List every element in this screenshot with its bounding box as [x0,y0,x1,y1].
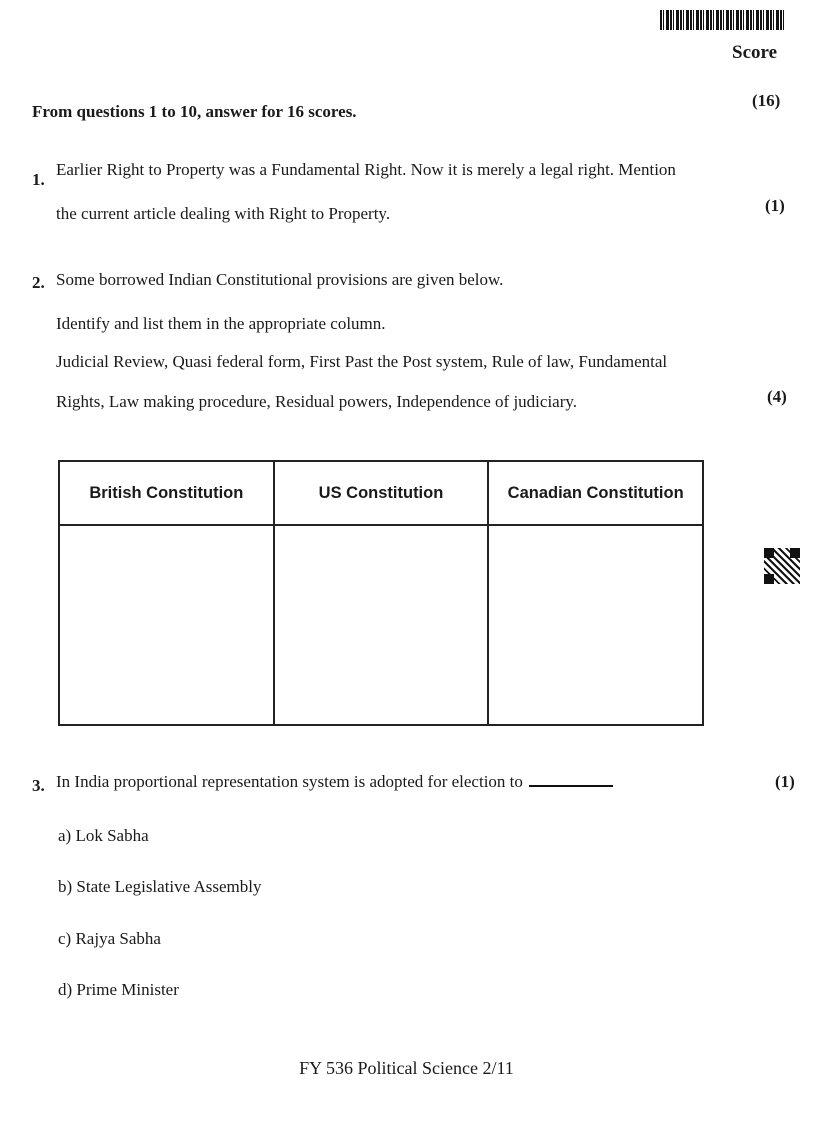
question-2-marks: (4) [767,387,787,406]
constitution-table [58,460,704,726]
option-a-text: Lok Sabha [75,826,149,845]
option-b-label: b) [58,877,73,896]
answer-cell-british[interactable] [59,525,274,725]
question-2-line1: Some borrowed Indian Constitutional provisions are given below. [56,270,504,289]
score-label: Score [732,42,778,63]
header-us: US Constitution [274,461,489,525]
question-3-text-line [56,772,613,792]
qr-code [764,548,800,584]
option-d [58,980,179,1000]
question-1-line1: Earlier Right to Property was a Fundamental Right. Now it is merely a legal right. Mention [56,160,676,179]
option-b [58,877,262,897]
question-2-line4: Rights, Law making procedure, Residual powers, Independence of judiciary. [56,392,578,411]
section-instruction: From questions 1 to 10, answer for 16 scores. [32,102,357,121]
option-d-label: d) [58,980,73,999]
question-2-line3: Judicial Review, Quasi federal form, First Past the Post system, Rule of law, Fundamental [56,352,668,371]
option-a [58,826,149,846]
table-answer-row [59,525,703,725]
question-3-marks: (1) [775,772,795,791]
question-1-number: 1. [32,170,45,189]
option-c-text: Rajya Sabha [75,929,161,948]
question-3-number: 3. [32,776,45,795]
answer-blank[interactable] [529,785,613,787]
section-total-score: (16) [752,91,781,110]
page-footer: FY 536 Political Science 2/11 [299,1058,514,1078]
option-c [58,929,161,949]
question-1-marks: (1) [765,196,785,215]
question-3-text: In India proportional representation system is adopted for election to [56,772,523,791]
header-canadian: Canadian Constitution [488,461,703,525]
header-british: British Constitution [59,461,274,525]
option-a-label: a) [58,826,72,845]
option-d-text: Prime Minister [76,980,179,999]
barcode [660,10,784,30]
question-1-line2: the current article dealing with Right to Property. [56,204,391,223]
question-2-number: 2. [32,273,45,292]
option-c-label: c) [58,929,72,948]
question-2-line2: Identify and list them in the appropriate column. [56,314,386,333]
option-b-text: State Legislative Assembly [76,877,262,896]
answer-cell-us[interactable] [274,525,489,725]
table-header-row [59,461,703,525]
answer-cell-canadian[interactable] [488,525,703,725]
